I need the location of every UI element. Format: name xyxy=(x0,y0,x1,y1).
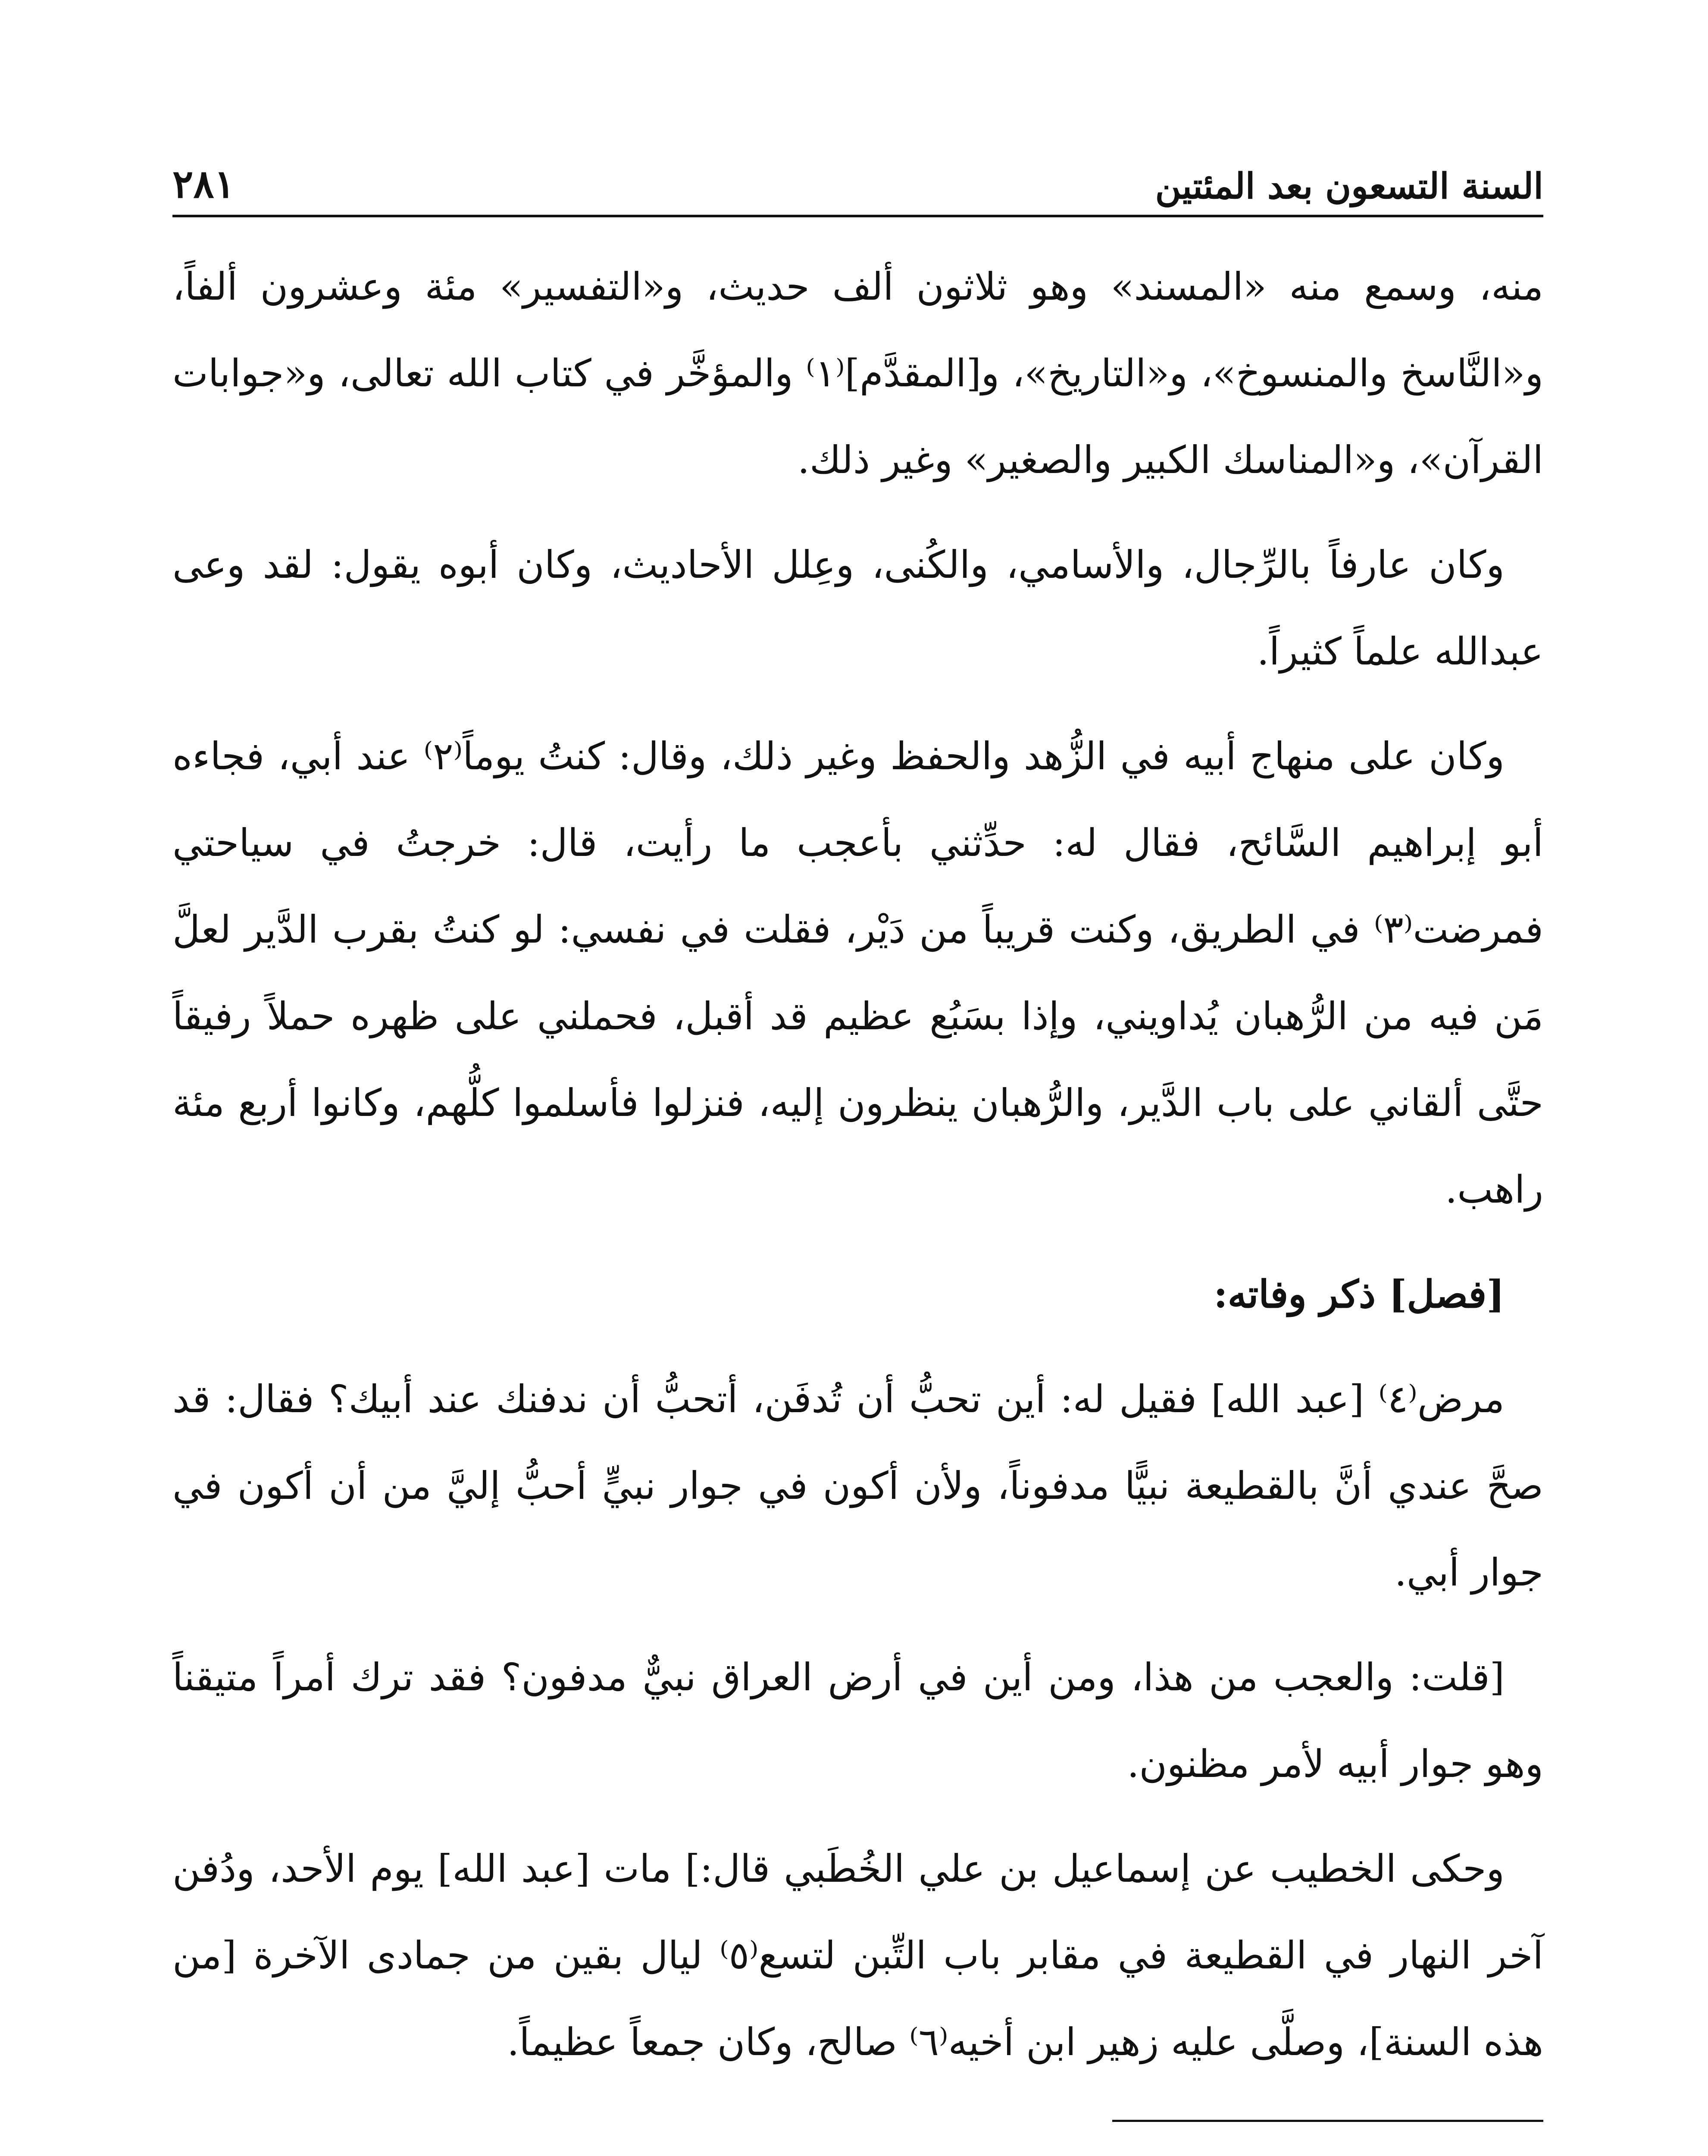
book-page xyxy=(172,142,1543,2156)
paragraph: وكان على منهاج أبيه في الزُّهد والحفظ وغير ذلك، وقال: كنتُ يوماً⁽٢⁾ عند أبي، فجاءه أبو إبراهيم السَّائح، فقال له: حدِّثني بأعجب ما رأيت، قال: خرجتُ في سياحتي فمرضت⁽٣⁾ في الطريق، وكنت قريباً من دَيْر، فقلت في نفسي: لو كنتُ بقرب الدَّير لعلَّ مَن فيه من الرُّهبان يُداويني، وإذا بسَبُع عظيم قد أقبل، فحملني على ظهره حملاً رفيقاً حتَّى ألقاني على باب الدَّير، والرُّهبان ينظرون إليه، فنزلوا فأسلموا كلُّهم، وكانوا أربع مئة راهب. xyxy=(172,734,1543,1212)
footnote-divider xyxy=(1112,2120,1543,2122)
running-title: السنة التسعون بعد المئتين xyxy=(1155,166,1543,207)
paragraph: وكان عارفاً بالرِّجال، والأسامي، والكُنى، وعِلل الأحاديث، وكان أبوه يقول: لقد وعى عبدالله علماً كثيراً. xyxy=(172,542,1543,674)
paragraph: مرض⁽٤⁾ [عبد الله] فقيل له: أين تحبُّ أن تُدفَن، أتحبُّ أن ندفنك عند أبيك؟ فقال: قد صحَّ عندي أنَّ بالقطيعة نبيًّا مدفوناً، ولأن أكون في جوار نبيٍّ أحبُّ إليَّ من أن أكون في جوار أبي. xyxy=(172,1377,1543,1595)
paragraph: منه، وسمع منه «المسند» وهو ثلاثون ألف حديث، و«التفسير» مئة وعشرون ألفاً، و«النَّاسخ والمنسوخ»، و«التاريخ»، و[المقدَّم]⁽١⁾ والمؤخَّر في كتاب الله تعالى، و«جوابات القرآن»، و«المناسك الكبير والصغير» وغير ذلك. xyxy=(172,264,1543,482)
running-header xyxy=(172,142,1543,217)
main-text xyxy=(172,243,1543,2085)
paragraph: وحكى الخطيب عن إسماعيل بن علي الخُطَبي قال:] مات [عبد الله] يوم الأحد، ودُفن آخر النهار في القطيعة في مقابر باب التِّبن لتسع⁽٥⁾ ليال بقين من جمادى الآخرة [من هذه السنة]، وصلَّى عليه زهير ابن أخيه⁽٦⁾ صالح، وكان جمعاً عظيماً. xyxy=(172,1846,1543,2064)
section-heading: [فصل] ذكر وفاته: xyxy=(1214,1272,1505,1316)
page-number: ٢٨١ xyxy=(172,161,235,207)
paragraph: [قلت: والعجب من هذا، ومن أين في أرض العراق نبيٌّ مدفون؟ فقد ترك أمراً متيقناً وهو جوار أبيه لأمر مظنون. xyxy=(172,1655,1543,1786)
footnote xyxy=(172,2146,1543,2156)
footnotes xyxy=(172,2146,1543,2156)
